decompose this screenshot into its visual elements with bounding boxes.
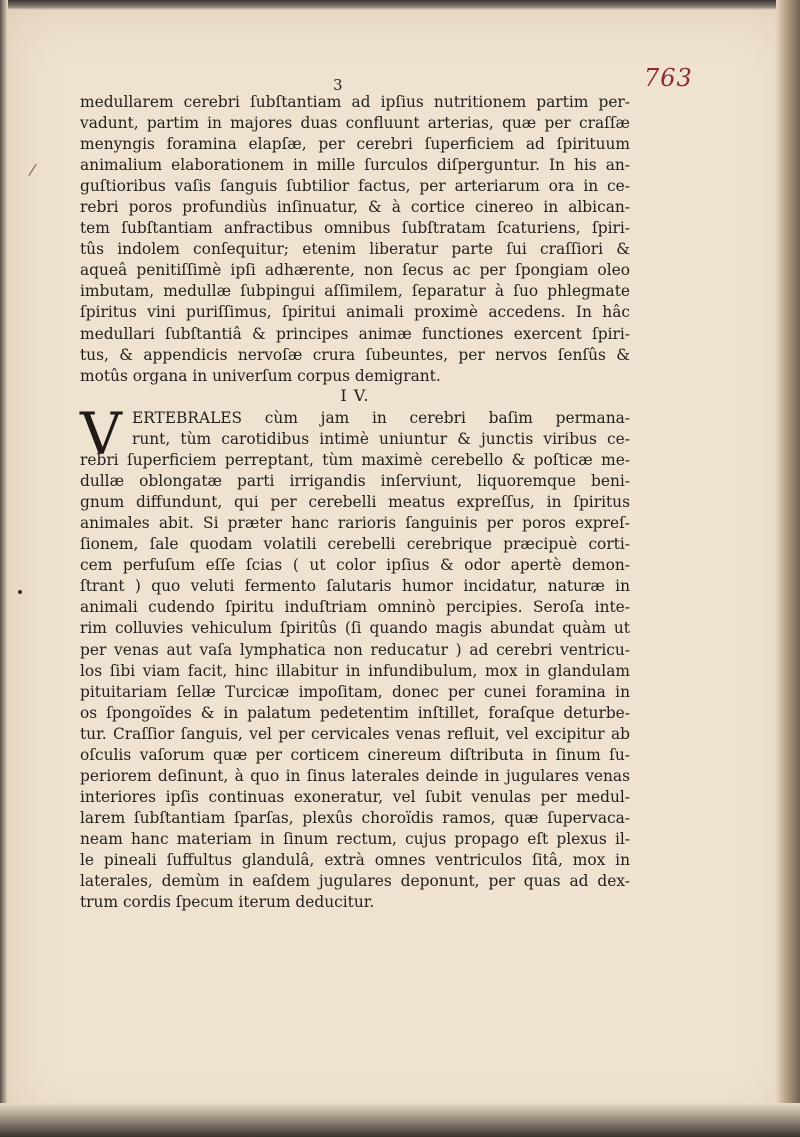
text-line: periorem deſinunt, à quo in ſinus laterales deinde in jugulares venas [80, 766, 630, 785]
section-heading: I V. [340, 386, 370, 405]
text-line: ERTEBRALES cùm jam in cerebri baſim permana- [132, 409, 630, 427]
text-line: medullari ſubſtantiâ & principes animæ functiones exercent ſpiri- [80, 324, 630, 343]
page-bottom-edge [0, 1103, 800, 1137]
text-line: cem perfuſum eſſe ſcias ( ut color ipſius & odor apertè demon- [80, 556, 630, 575]
page-left-edge [0, 0, 8, 1137]
text-line: aqueâ penitiſſimè ipſi adhærente, non ſecus ac per ſpongiam oleo [80, 261, 630, 280]
text-line: interiores ipſis continuas exoneratur, vel ſubit venulas per medul- [80, 787, 630, 806]
text-line: os ſpongoïdes & in palatum pedetentim inſtillet, foraſque deturbe- [80, 703, 630, 722]
text-line: pituitariam ſellæ Turcicæ impoſitam, donec per cunei foramina in [80, 682, 630, 701]
text-line: tur. Craſſior ſanguis, vel per cervicales venas refluit, vel excipitur ab [80, 724, 630, 743]
text-line: animali cudendo ſpiritu induſtriam omninò percipies. Seroſa inte- [80, 598, 630, 617]
page-top-edge [0, 0, 800, 10]
text-line: ſtrant ) quo veluti fermento ſalutaris humor incidatur, naturæ in [80, 577, 630, 596]
text-line: tus, & appendicis nervoſæ crura ſubeuntes, per nervos ſenſûs & [80, 345, 630, 364]
paragraph-1 [80, 92, 630, 387]
text-line: dullæ oblongatæ parti irrigandis inſerviunt, liquoremque beni- [80, 472, 630, 491]
text-line: rebri poros profundiùs inſinuatur, & à cortice cinereo in albican- [80, 198, 630, 217]
page-right-edge [776, 0, 800, 1137]
page-number: 3 [333, 76, 343, 94]
text-line: tem ſubſtantiam anfractibus omnibus ſubſtratam ſcaturiens, ſpiri- [80, 219, 630, 238]
text-line: trum cordis ſpecum iterum deducitur. [80, 893, 375, 912]
text-line: menyngis foramina elapſæ, per cerebri ſuperficiem ad ſpirituum [80, 135, 630, 154]
text-line: ſionem, ſale quodam volatili cerebelli cerebrique præcipuè corti- [80, 535, 630, 554]
text-line: medullarem cerebri ſubſtantiam ad ipſius nutritionem partim per- [80, 93, 630, 111]
text-line: motûs organa in univerſum corpus demigrant. [80, 366, 441, 385]
margin-ink-dot [18, 590, 22, 594]
handwritten-folio-number: 763 [644, 64, 693, 92]
margin-pencil-mark: / [27, 159, 38, 180]
text-line: los ſibi viam facit, hinc illabitur in infundibulum, mox in glandulam [80, 661, 630, 680]
drop-cap-initial: V [80, 400, 122, 468]
text-line: imbutam, medullæ ſubpingui aſſimilem, ſeparatur à ſuo phlegmate [80, 282, 630, 301]
text-line: guſtioribus vaſis ſanguis ſubtilior factus, per arteriarum ora in ce- [80, 177, 630, 196]
text-line: le pineali ſuffultus glandulâ, extrà omnes ventriculos ſitâ, mox in [80, 850, 630, 869]
text-line: oſculis vaſorum quæ per corticem cinereum diſtributa in ſinum ſu- [80, 745, 630, 764]
text-line: per venas aut vaſa lymphatica non reducatur ) ad cerebri ventricu- [80, 640, 630, 659]
text-line: ſpiritus vini puriſſimus, ſpiritui animali proximè accedens. In hâc [80, 303, 630, 322]
text-line: laterales, demùm in eaſdem jugulares deponunt, per quas ad dex- [80, 872, 630, 891]
text-line: rebri ſuperficiem perreptant, tùm maximè cerebello & poſticæ me- [80, 451, 630, 470]
text-line: larem ſubſtantiam ſparſas, plexûs choroïdis ramos, quæ ſupervaca- [80, 808, 630, 827]
text-line: animalium elaborationem in mille ſurculos diſperguntur. In his an- [80, 156, 630, 175]
text-line: tûs indolem conſequitur; etenim liberatur parte ſui craſſiori & [80, 240, 630, 259]
paragraph-2 [80, 400, 630, 913]
text-line: runt, tùm carotidibus intimè uniuntur & junctis viribus ce- [132, 430, 630, 449]
text-line: gnum diffundunt, qui per cerebelli meatus expreſſus, in ſpiritus [80, 493, 630, 512]
text-line: rim colluvies vehiculum ſpiritûs (ſi quando magis abundat quàm ut [80, 619, 630, 638]
text-line: neam hanc materiam in ſinum rectum, cujus propago eſt plexus il- [80, 829, 630, 848]
text-line: animales abit. Si præter hanc rarioris ſanguinis per poros expreſ- [80, 514, 630, 533]
text-line: vadunt, partim in majores duas confluunt arterias, quæ per craſſæ [80, 114, 630, 133]
